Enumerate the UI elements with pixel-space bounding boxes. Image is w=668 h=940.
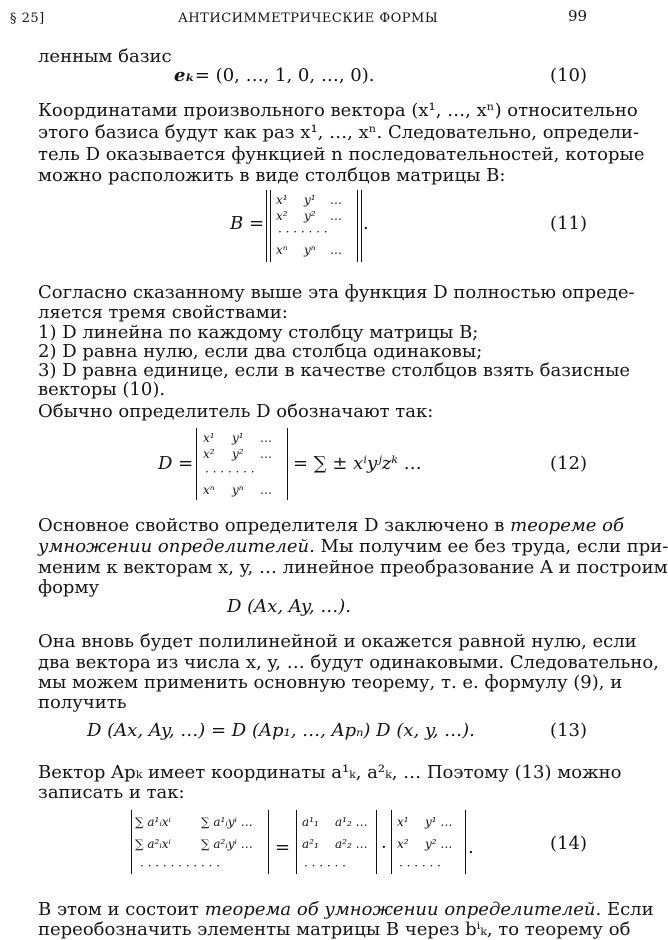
det-bar: [465, 810, 466, 874]
text-line: ленным базис: [38, 46, 172, 67]
matrix-b-lhs: B =: [230, 213, 265, 234]
matrix-cell: …: [330, 243, 342, 257]
text-line: векторы (10).: [38, 379, 166, 400]
dot-sign: ·: [381, 837, 387, 858]
det-bar: [391, 810, 392, 874]
equation-label-11: (11): [550, 213, 587, 234]
det-bar: [287, 428, 288, 500]
matrix-dots: · · · · · · ·: [205, 465, 255, 479]
matrix-cell: y²: [232, 447, 244, 461]
matrix-cell: x¹: [276, 193, 288, 207]
equation-label-14: (14): [550, 833, 587, 854]
text-line: 2) D равна нулю, если два столбца одинаковы;: [38, 341, 483, 362]
text-line: два вектора из числа x, y, … будут одинаковыми. Следовательно,: [38, 652, 659, 673]
matrix-cell: a¹₁: [302, 815, 319, 829]
matrix-cell: ∑ a²ᵢxⁱ: [135, 837, 171, 851]
text-line: Координатами произвольного вектора (x¹, …, xⁿ) относительно: [38, 100, 638, 121]
punct: .: [468, 837, 474, 858]
det-bar: [268, 810, 269, 874]
matrix-bar: [270, 190, 271, 262]
matrix-cell: y¹: [304, 193, 316, 207]
matrix-cell: y²: [304, 209, 316, 223]
matrix-dots: · · · · · ·: [304, 859, 346, 873]
matrix-cell: ∑ a²ᵢyⁱ …: [201, 837, 253, 851]
text-line: форму: [38, 577, 100, 598]
text-line: В этом и состоит теорема об умножении определителей. Если: [38, 899, 654, 920]
page-number: 99: [568, 7, 588, 25]
text-line: ляется тремя свойствами:: [38, 302, 288, 323]
running-title: АНТИСИММЕТРИЧЕСКИЕ ФОРМЫ: [178, 11, 439, 26]
det-bar: [196, 428, 197, 500]
text-line: Обычно определитель D обозначают так:: [38, 401, 434, 422]
text-line: умножении определителей. Мы получим ее без труда, если при-: [38, 536, 668, 557]
text-line: можно расположить в виде столбцов матрицы B:: [38, 165, 506, 186]
matrix-cell: x²: [397, 837, 409, 851]
form-expression: D (Ax, Ay, …).: [227, 596, 352, 617]
text-line: меним к векторам x, y, … линейное преобразование A и построим: [38, 557, 668, 578]
equation-10: eₖ= (0, …, 1, 0, …, 0).: [174, 65, 375, 86]
equation-label-10: (10): [550, 65, 587, 86]
matrix-dots: · · · · · ·: [399, 859, 441, 873]
text-line: тель D оказывается функцией n последовательностей, которые: [38, 144, 645, 165]
text-line: Вектор Apₖ имеет координаты a¹ₖ, a²ₖ, … Поэтому (13) можно: [38, 762, 622, 783]
punct: .: [363, 213, 369, 234]
text-line: Основное свойство определителя D заключено в теореме об: [38, 515, 624, 536]
text-line: получить: [38, 692, 127, 713]
matrix-cell: x²: [276, 209, 288, 223]
text-line: записать и так:: [38, 782, 185, 803]
det-bar: [131, 810, 132, 874]
text-line: мы можем применить основную теорему, т. е. формулу (9), и: [38, 672, 623, 693]
matrix-d-lhs: D =: [158, 453, 194, 474]
equals-sign: =: [275, 837, 291, 858]
text-line: 3) D равна единице, если в качестве столбцов взять базисные: [38, 360, 631, 381]
matrix-cell: a²₁: [302, 837, 319, 851]
matrix-dots: · · · · · · · · · · ·: [140, 859, 221, 873]
matrix-bar: [357, 190, 358, 262]
matrix-dots: · · · · · · ·: [278, 225, 328, 239]
matrix-cell: …: [260, 447, 272, 461]
matrix-cell: …: [260, 483, 272, 497]
text-line: этого базиса будут как раз x¹, …, xⁿ. Следовательно, определи-: [38, 122, 639, 143]
matrix-cell: x¹: [203, 431, 215, 445]
matrix-cell: ∑ a¹ᵢyⁱ …: [201, 815, 253, 829]
text-line: Она вновь будет полилинейной и окажется равной нулю, если: [38, 631, 637, 652]
matrix-cell: a²₂ …: [335, 837, 368, 851]
matrix-cell: y¹ …: [425, 815, 453, 829]
text-line: переобозначить элементы матрицы B через bⁱₖ, то теорему об: [38, 919, 631, 940]
section-mark: § 25]: [10, 11, 45, 26]
equation-label-13: (13): [550, 720, 587, 741]
text-line: 1) D линейна по каждому столбцу матрицы B;: [38, 322, 479, 343]
matrix-cell: x²: [203, 447, 215, 461]
matrix-cell: …: [330, 193, 342, 207]
matrix-cell: y² …: [425, 837, 453, 851]
matrix-cell: yⁿ: [232, 483, 244, 497]
matrix-cell: …: [330, 209, 342, 223]
matrix-bar: [361, 190, 362, 262]
matrix-cell: y¹: [232, 431, 244, 445]
det-bar: [296, 810, 297, 874]
matrix-cell: xⁿ: [276, 243, 288, 257]
text-line: Согласно сказанному выше эта функция D полностью опреде-: [38, 282, 635, 303]
matrix-bar: [266, 190, 267, 262]
matrix-cell: …: [260, 431, 272, 445]
matrix-cell: ∑ a¹ᵢxⁱ: [135, 815, 171, 829]
equation-13: D (Ax, Ay, …) = D (Ap₁, …, Apₙ) D (x, y, …).: [87, 720, 475, 741]
matrix-cell: yⁿ: [304, 243, 316, 257]
equation-12-rhs: = ∑ ± xⁱyʲzᵏ …: [293, 453, 422, 474]
matrix-cell: xⁿ: [203, 483, 215, 497]
det-bar: [376, 810, 377, 874]
matrix-cell: a¹₂ …: [335, 815, 368, 829]
matrix-cell: x¹: [397, 815, 409, 829]
equation-label-12: (12): [550, 453, 587, 474]
